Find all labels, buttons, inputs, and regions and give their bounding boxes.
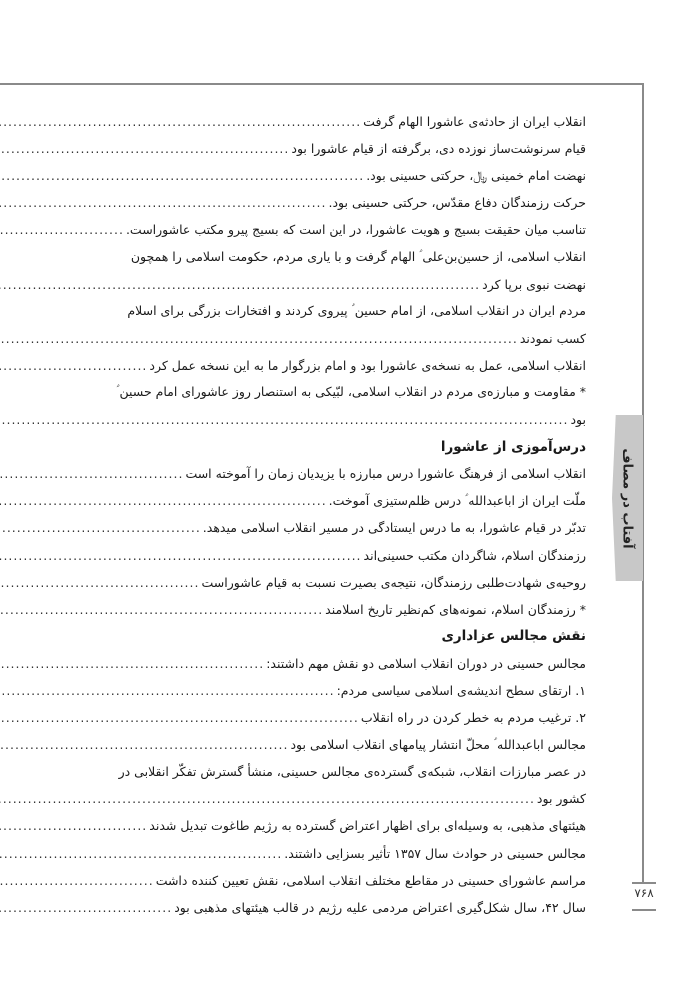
toc-entry xyxy=(104,379,586,406)
toc-entry-text: سال ۴۲، سال شکل‌گیری اعتراض مردمی علیه رژیم در قالب هیئتهای مذهبی بود xyxy=(174,899,586,915)
dot-leader xyxy=(0,602,323,617)
dot-leader xyxy=(0,846,282,861)
toc-entry-text: مجالس حسینی در حوادث سال ۱۳۵۷ تأثیر بسزایی داشتند. xyxy=(284,845,586,861)
toc-entry-text: هیئتهای مذهبی، به وسیله‌ای برای اظهار اعتراض گسترده به رژیم طاغوت تبدیل شدند xyxy=(149,818,586,834)
dot-leader xyxy=(0,331,518,346)
dot-leader xyxy=(0,222,124,237)
toc-entry xyxy=(104,216,586,243)
toc-entry-text: ۱. ارتقای سطح اندیشه‌ی اسلامی سیاسی مردم: xyxy=(336,683,586,699)
toc-entry xyxy=(104,487,586,514)
toc-entry-text: انقلاب اسلامی، از حسین‌بن‌علی ؑ الهام گرفت و با یاری مردم، حکومت اسلامی را همچون xyxy=(130,249,586,265)
dot-leader xyxy=(0,791,535,806)
toc-entry-text: روحیه‌ی شهادت‌طلبی رزمندگان، نتیجه‌ی بصیرت نسبت به قیام عاشوراست xyxy=(201,574,586,590)
dot-leader xyxy=(0,114,361,129)
toc-entry xyxy=(104,650,586,677)
toc-entry-text: انقلاب اسلامی، عمل به نسخه‌ی عاشورا بود و امام بزرگوار ما به این نسخه عمل کرد xyxy=(149,357,586,373)
toc-entry xyxy=(104,514,586,541)
toc-entry xyxy=(104,731,586,758)
toc-entry-text: رزمندگان اسلام، شاگردان مکتب حسینی‌اند xyxy=(363,547,586,563)
dot-leader xyxy=(0,277,480,292)
dot-leader xyxy=(0,520,201,535)
section-heading-text: درس‌آموزی از عاشورا xyxy=(440,438,586,455)
toc-entry-text: کسب نمودند xyxy=(519,330,586,346)
toc-entry-text: انقلاب ایران از حادثه‌ی عاشورا الهام گرفت xyxy=(363,114,586,130)
toc-entry xyxy=(104,108,586,135)
toc-entry xyxy=(104,162,586,189)
chapter-side-tab-label-wrap xyxy=(612,415,643,581)
toc-entry-text: * مقاومت و مبارزه‌ی مردم در انقلاب اسلامی، لبّیکی به استنصار روز عاشورای امام حسین ؑ xyxy=(116,384,586,400)
toc-entry xyxy=(104,785,586,812)
top-border-line xyxy=(0,83,644,85)
toc-entry xyxy=(104,243,586,270)
toc-entry-text: در عصر مبارزات انقلاب، شبکه‌ی گسترده‌ی مجالس حسینی، منشأ گسترش تفکّر انقلابی در xyxy=(118,764,586,780)
toc-entry-text: مراسم عاشورای حسینی در مقاطع مختلف انقلاب اسلامی، نقش تعیین کننده داشت xyxy=(155,872,586,888)
toc-entry xyxy=(104,325,586,352)
section-heading xyxy=(104,623,586,650)
toc-entry-text: مجالس حسینی در دوران انقلاب اسلامی دو نقش مهم داشتند: xyxy=(266,655,586,671)
toc-entry-text: کشور بود xyxy=(536,791,586,807)
toc-entry-text: انقلاب اسلامی از فرهنگ عاشورا درس مبارزه با یزیدیان زمان را آموخته است xyxy=(185,466,586,482)
toc-entry xyxy=(104,704,586,731)
toc-entry xyxy=(104,677,586,704)
toc-entry xyxy=(104,840,586,867)
dot-leader xyxy=(0,575,199,590)
toc-entry xyxy=(104,569,586,596)
dot-leader xyxy=(0,358,147,373)
toc-entry xyxy=(104,542,586,569)
toc-entry xyxy=(104,189,586,216)
dot-leader xyxy=(0,737,288,752)
toc-entry xyxy=(104,894,586,921)
toc-entry xyxy=(104,271,586,298)
toc-entry-text: ۲. ترغیب مردم به خطر کردن در راه انقلاب xyxy=(360,710,586,726)
toc-entry-text: مردم ایران در انقلاب اسلامی، از امام حسین ؑ پیروی کردند و افتخارات بزرگی برای اسلام xyxy=(127,303,586,319)
section-heading-text: نقش مجالس عزاداری xyxy=(441,628,586,645)
toc-entry xyxy=(104,135,586,162)
toc-entry xyxy=(104,298,586,325)
toc-entry-text: مجالس اباعبدالله ؑ محلّ انتشار پیامهای انقلاب اسلامی بود xyxy=(290,736,586,752)
dot-leader xyxy=(0,656,264,671)
toc-entry-text: قیام سرنوشت‌ساز نوزده دی، برگرفته از قیام عاشورا بود xyxy=(291,141,586,157)
toc-entry-text: حرکت رزمندگان دفاع مقدّس، حرکتی حسینی بود. xyxy=(328,195,586,211)
toc-entry xyxy=(104,596,586,623)
dot-leader xyxy=(0,412,568,427)
section-heading xyxy=(104,433,586,460)
toc-entry xyxy=(104,812,586,839)
toc-entry-text: تناسب میان حقیقت بسیج و هویت عاشورا، در این است که بسیج پیرو مکتب عاشوراست. xyxy=(125,222,586,238)
toc-entry-text: بود xyxy=(570,412,586,428)
toc-entry-text: ملّت ایران از اباعبدالله ؑ درس ظلم‌ستیزی آموخت. xyxy=(328,492,586,508)
toc-entry-text: نهضت نبوی برپا کرد xyxy=(482,276,586,292)
toc-entry xyxy=(104,867,586,894)
dot-leader xyxy=(0,818,147,833)
dot-leader xyxy=(0,683,335,698)
dot-leader xyxy=(0,548,362,563)
page-number: ۷۶۸ xyxy=(634,886,654,900)
dot-leader xyxy=(0,168,364,183)
chapter-side-tab-label: آفتاب در مصاف xyxy=(620,447,635,549)
dot-leader xyxy=(0,195,327,210)
dot-leader xyxy=(0,466,183,481)
table-of-contents xyxy=(104,108,586,921)
dot-leader xyxy=(0,873,154,888)
toc-entry-text: نهضت امام خمینی ﷼، حرکتی حسینی بود. xyxy=(366,167,586,183)
toc-entry-text: تدبّر در قیام عاشورا، به ما درس ایستادگی در مسیر انقلاب اسلامی میدهد. xyxy=(202,520,586,536)
dot-leader xyxy=(0,710,359,725)
dot-leader xyxy=(0,900,172,915)
dot-leader xyxy=(0,493,327,508)
toc-entry-text: * رزمندگان اسلام، نمونه‌های کم‌نظیر تاریخ اسلامند xyxy=(325,601,586,617)
toc-entry xyxy=(104,460,586,487)
toc-entry xyxy=(104,352,586,379)
dot-leader xyxy=(0,141,289,156)
toc-entry xyxy=(104,406,586,433)
toc-entry xyxy=(104,758,586,785)
